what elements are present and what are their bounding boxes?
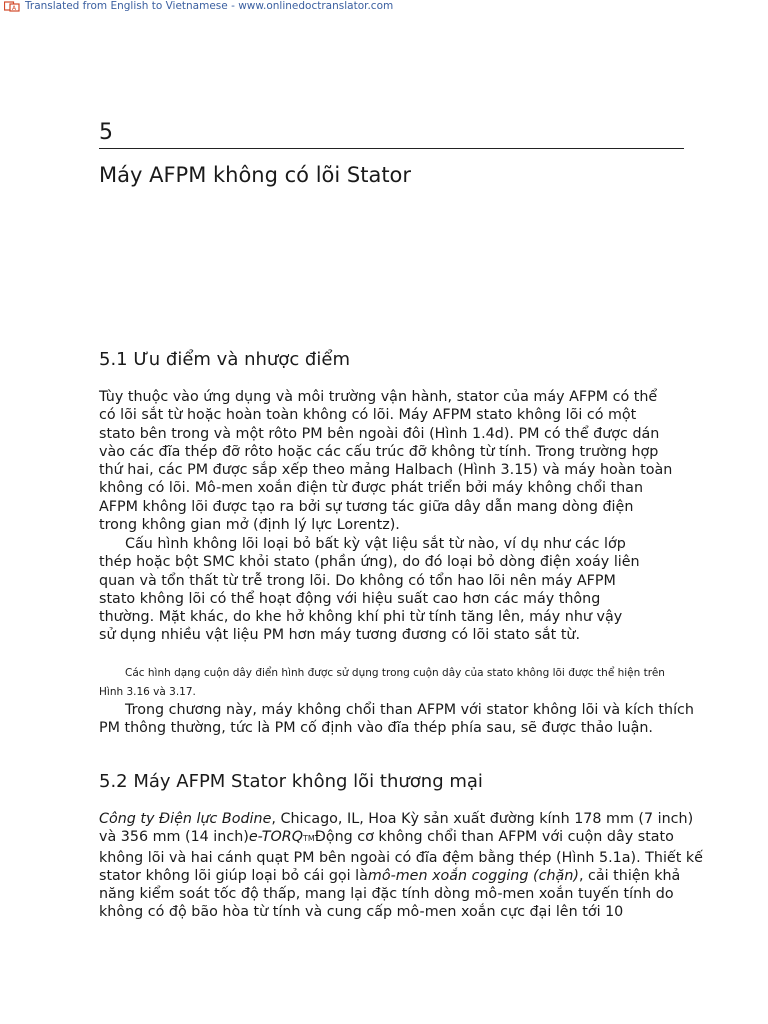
trademark-mark: TM [302,834,315,844]
text-run: và 356 mm (14 inch) [99,829,249,846]
text-line: thường. Mặt khác, do khe hở không khí phi từ tính tăng lên, máy như vậy [99,609,623,626]
text-line: stato không lõi có thể hoạt động với hiệu suất cao hơn các máy thông [99,590,601,607]
company-name: Công ty Điện lực Bodine [99,811,272,827]
translation-banner[interactable] [4,0,393,13]
paragraph-5 [99,810,703,922]
text-line: Các hình dạng cuộn dây điển hình được sử dụng trong cuộn dây của stato không lõi được thể hiện trên [125,667,665,679]
text-run: , Chicago, IL, Hoa Kỳ sản xuất đường kính 178 mm (7 inch) [271,811,694,827]
text-line [99,867,689,885]
text-line: thép hoặc bột SMC khỏi stato (phần ứng), do đó loại bỏ dòng điện xoáy liên [99,554,640,571]
product-name: e-TORQ [248,829,303,846]
text-line: vào các đĩa thép đỡ rôto hoặc các cấu trúc đỡ không từ tính. Trong trường hợp [99,443,659,460]
text-line: năng kiểm soát tốc độ thấp, mang lại đặc tính dòng mô-men xoắn tuyến tính do [99,886,674,903]
text-line: không lõi và hai cánh quạt PM bên ngoài có đĩa đệm bằng thép (Hình 5.1a). Thiết kế [99,849,703,866]
text-line: có lõi sắt từ hoặc hoàn toàn không có lõi. Máy AFPM stato không lõi có một [99,407,637,424]
section-heading-5-1: 5.1 Ưu điểm và nhược điểm [99,349,350,370]
text-line: không có lõi. Mô-men xoắn điện từ được phát triển bởi máy không chổi than [99,480,644,497]
text-line: stato bên trong và một rôto PM bên ngoài đôi (Hình 1.4d). PM có thể được dán [99,425,660,442]
paragraph-4 [99,701,694,738]
paragraph-3-small [99,664,689,702]
text-line [99,810,694,828]
text-run: Động cơ không chổi than AFPM với cuộn dây stato [314,829,674,846]
text-line: sử dụng nhiều vật liệu PM hơn máy tương đương có lõi stato sắt từ. [99,627,581,644]
text-line: quan và tổn thất từ trễ trong lõi. Do không có tổn hao lõi nên máy AFPM [99,572,616,589]
text-line: Trong chương này, máy không chổi than AFPM với stator không lõi và kích thích [125,702,694,718]
paragraph-1 [99,388,689,534]
banner-text[interactable]: Translated from English to Vietnamese - www.onlinedoctranslator.com [25,0,394,12]
text-line: thứ hai, các PM được sắp xếp theo mảng Halbach (Hình 3.15) và máy hoàn toàn [99,462,673,479]
text-line: Cấu hình không lõi loại bỏ bất kỳ vật liệu sắt từ nào, ví dụ như các lớp [125,536,626,552]
text-run: stator không lõi giúp loại bỏ cái gọi là [99,867,368,884]
paragraph-2 [99,535,689,645]
text-line [99,828,689,848]
chapter-number: 5 [99,120,113,145]
section-heading-5-2: 5.2 Máy AFPM Stator không lõi thương mại [99,771,483,792]
text-line: Tùy thuộc vào ứng dụng và môi trường vận hành, stator của máy AFPM có thể [99,389,658,405]
text-line: trong không gian mở (định lý lực Lorentz). [99,517,400,534]
chapter-divider [99,148,684,149]
term-cogging: mô-men xoắn cogging (chặn) [367,867,579,884]
text-line: AFPM không lõi được tạo ra bởi sự tương tác giữa dây dẫn mang dòng điện [99,498,634,515]
chapter-title: Máy AFPM không có lõi Stator [99,163,412,187]
text-run: , cải thiện khả [578,867,681,884]
text-line: PM thông thường, tức là PM cố định vào đĩa thép phía sau, sẽ được thảo luận. [99,720,653,737]
svg-text:A: A [12,5,17,12]
text-line: Hình 3.16 và 3.17. [99,686,196,698]
text-line: không có độ bão hòa từ tính và cung cấp mô-men xoắn cực đại lên tới 10 [99,904,624,921]
translator-logo-icon [4,1,22,12]
